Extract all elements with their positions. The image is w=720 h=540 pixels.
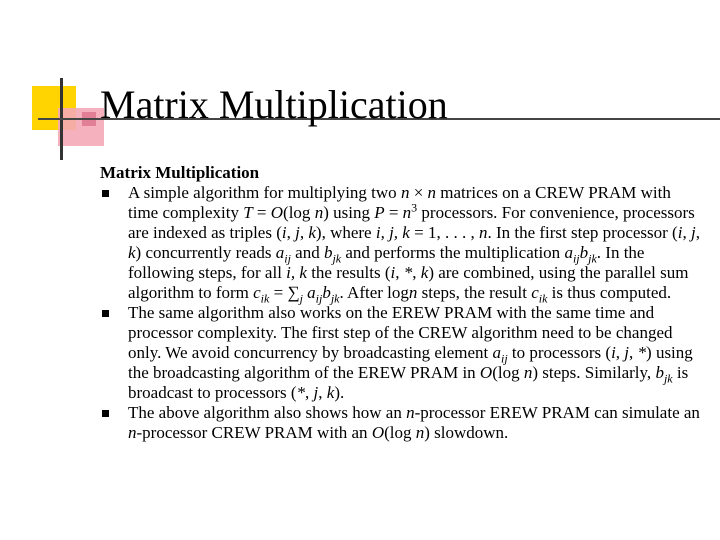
text-run: b	[579, 243, 589, 262]
text-run: *	[296, 383, 306, 402]
text-run: i	[611, 343, 616, 362]
text-run: (log	[283, 203, 315, 222]
bullet-item	[100, 183, 705, 306]
text-run: n	[415, 423, 425, 442]
text-run: ik	[260, 291, 270, 306]
text-run: ) are combined, using the parallel sum algorithm to form	[128, 263, 689, 302]
text-run: jk	[663, 371, 673, 386]
text-run: and performs the multiplication	[341, 243, 565, 262]
bullet-item	[100, 403, 705, 443]
text-run: a	[275, 243, 285, 262]
text-run: jk	[330, 291, 340, 306]
text-run: ,	[629, 343, 638, 362]
text-run: A simple algorithm for multiplying two	[128, 183, 401, 202]
text-run: ij	[572, 251, 580, 266]
section-heading: Matrix Multiplication	[100, 163, 260, 182]
text-run: k	[420, 263, 429, 282]
text-run: matrices on a CREW PRAM with time complexity	[128, 183, 671, 222]
text-run: ij	[315, 291, 323, 306]
bullet-list	[100, 183, 705, 443]
text-run: ,	[682, 223, 691, 242]
decor-pink-square	[58, 108, 104, 146]
text-run: ,	[412, 263, 421, 282]
text-run: ij	[500, 351, 508, 366]
text-run: =	[252, 203, 271, 222]
text-run: ,	[395, 263, 404, 282]
text-run: ij	[284, 251, 291, 266]
text-run: *	[403, 263, 413, 282]
text-run: ) steps. Similarly,	[532, 363, 656, 382]
text-run: the results (	[306, 263, 391, 282]
text-run: is thus computed.	[547, 283, 672, 302]
text-run: . In the first step processor (	[487, 223, 678, 242]
square-bullet-icon	[102, 310, 109, 317]
text-run: i, k	[286, 263, 307, 282]
text-run: . In the following steps, for all	[128, 243, 645, 282]
text-run: i, j, k	[375, 223, 410, 242]
text-run: O	[371, 423, 385, 442]
text-run: k	[308, 223, 316, 242]
text-run: ,	[299, 223, 309, 242]
text-run: n	[402, 203, 412, 222]
slide-body	[100, 163, 705, 443]
text-run: O	[479, 363, 493, 382]
text-run: b	[655, 363, 664, 382]
text-run: ×	[409, 183, 428, 202]
text-run: ,	[305, 383, 314, 402]
text-run: ,	[318, 383, 327, 402]
bullet-text	[128, 403, 700, 442]
text-run: processors. For convenience, processors are indexed as triples (	[128, 203, 695, 242]
text-run: b	[322, 283, 331, 302]
bullet-text	[128, 303, 693, 402]
square-bullet-icon	[102, 190, 109, 197]
text-run: steps, the result	[417, 283, 532, 302]
text-run: n	[523, 363, 533, 382]
text-run: ik	[538, 291, 548, 306]
slide-title: Matrix Multiplication	[100, 82, 448, 127]
text-run: ) concurrently reads	[135, 243, 276, 262]
text-run: jk	[588, 251, 597, 266]
text-run: ,	[286, 223, 296, 242]
text-run: n	[314, 203, 324, 222]
text-run: . After log	[339, 283, 409, 302]
text-run: ) slowdown.	[424, 423, 509, 442]
text-run: n	[406, 403, 415, 422]
text-run: The above algorithm also shows how an	[128, 403, 407, 422]
text-run: -processor EREW PRAM can simulate an	[414, 403, 700, 422]
text-run: -processor CREW PRAM with an	[136, 423, 372, 442]
text-run: c	[531, 283, 539, 302]
text-run: n	[478, 223, 488, 242]
text-run: jk	[332, 251, 342, 266]
text-run: ,	[695, 223, 700, 242]
text-run: ∑	[287, 283, 300, 302]
text-run: n	[128, 423, 137, 442]
text-run: (log	[384, 423, 416, 442]
text-run: to processors (	[507, 343, 612, 362]
text-run: a	[564, 243, 573, 262]
text-run: 3	[411, 200, 418, 215]
text-run: P	[374, 203, 385, 222]
text-run: n	[408, 283, 418, 302]
text-run: = 1, . . . ,	[409, 223, 479, 242]
text-run: O	[270, 203, 284, 222]
text-run: T	[243, 203, 253, 222]
text-run: ) using the broadcasting algorithm of the EREW PRAM in	[128, 343, 693, 382]
text-run: and	[290, 243, 324, 262]
text-run: j	[313, 383, 319, 402]
text-run: j	[295, 223, 300, 242]
text-run: is broadcast to processors (	[128, 363, 689, 402]
text-run: i	[390, 263, 396, 282]
text-run: n	[427, 183, 437, 202]
text-run: k	[326, 383, 335, 402]
text-run: a	[307, 283, 316, 302]
text-run: c	[253, 283, 261, 302]
text-run: *	[637, 343, 647, 362]
text-run: n	[400, 183, 410, 202]
text-run: ).	[334, 383, 345, 402]
text-run: ) using	[323, 203, 375, 222]
text-run: a	[492, 343, 501, 362]
text-run: j	[624, 343, 630, 362]
text-run: (log	[492, 363, 524, 382]
bullet-text	[128, 183, 700, 306]
text-run: The same algorithm also works on the EREW PRAM with the same time and processor complexity. The first step of the CREW algorithm need to be changed only. We avoid concurrency by broadcasting element	[128, 303, 673, 362]
text-run: j	[690, 223, 696, 242]
text-run: j	[299, 291, 303, 306]
text-run: i	[281, 223, 287, 242]
text-run: ), where	[315, 223, 376, 242]
text-run: ,	[615, 343, 625, 362]
text-run: =	[269, 283, 288, 302]
square-bullet-icon	[102, 410, 109, 417]
text-run: k	[128, 243, 136, 262]
text-run: =	[384, 203, 403, 222]
text-run: b	[323, 243, 333, 262]
bullet-item	[100, 303, 705, 403]
text-run: i	[677, 223, 683, 242]
